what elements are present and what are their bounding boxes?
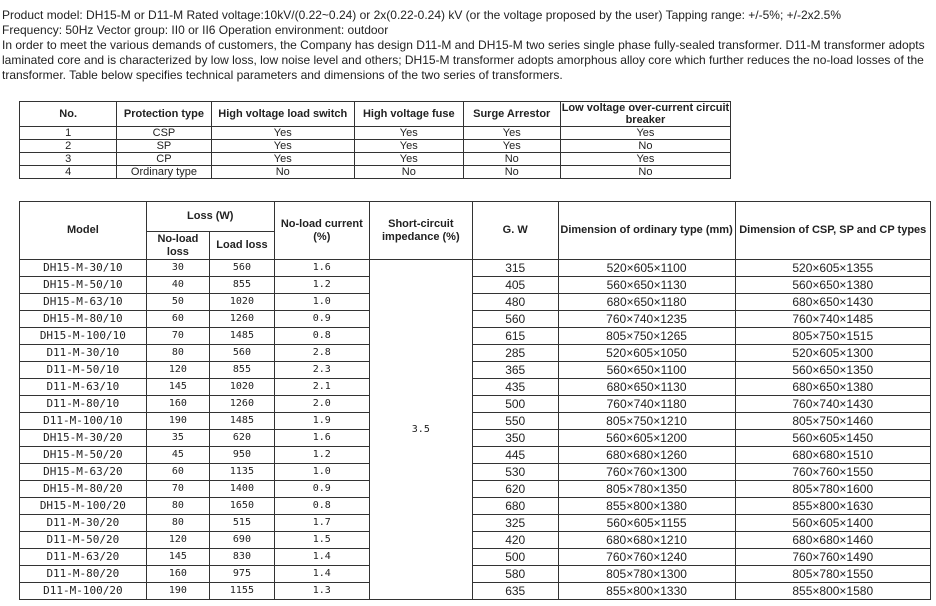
spec-cell-ll: 855 <box>210 362 275 379</box>
spec-cell-nl: 145 <box>146 379 209 396</box>
header-no: No. <box>20 102 117 127</box>
spec-row <box>20 430 931 447</box>
header-model: Model <box>20 202 147 260</box>
spec-row <box>20 345 931 362</box>
spec-row <box>20 532 931 549</box>
header-loss: Loss (W) <box>146 202 274 232</box>
protection-cell-type: SP <box>117 140 211 153</box>
spec-cell-dim2: 520×605×1300 <box>735 345 930 362</box>
protection-header-row <box>20 102 731 127</box>
spec-cell-dim2: 855×800×1630 <box>735 498 930 515</box>
spec-cell-nl: 70 <box>146 481 209 498</box>
spec-row <box>20 549 931 566</box>
spec-cell-dim: 520×605×1100 <box>558 260 735 277</box>
spec-row <box>20 294 931 311</box>
protection-cell-breaker: No <box>560 140 730 153</box>
spec-cell-dim2: 760×740×1485 <box>735 311 930 328</box>
spec-cell-cur: 1.5 <box>274 532 369 549</box>
spec-cell-ll: 1485 <box>210 413 275 430</box>
spec-cell-gw: 435 <box>472 379 558 396</box>
spec-cell-gw: 325 <box>472 515 558 532</box>
spec-cell-gw: 530 <box>472 464 558 481</box>
spec-cell-ll: 690 <box>210 532 275 549</box>
spec-cell-cur: 1.2 <box>274 447 369 464</box>
spec-cell-dim2: 560×650×1350 <box>735 362 930 379</box>
spec-cell-cur: 1.0 <box>274 464 369 481</box>
spec-cell-gw: 620 <box>472 481 558 498</box>
protection-cell-breaker: Yes <box>560 127 730 140</box>
protection-cell-fuse: Yes <box>354 140 463 153</box>
spec-cell-gw: 420 <box>472 532 558 549</box>
protection-cell-arrestor: No <box>463 166 560 179</box>
spec-cell-dim2: 760×760×1550 <box>735 464 930 481</box>
spec-cell-dim: 560×605×1200 <box>558 430 735 447</box>
spec-cell-dim: 760×760×1300 <box>558 464 735 481</box>
spec-cell-nl: 60 <box>146 311 209 328</box>
spec-cell-dim: 560×605×1155 <box>558 515 735 532</box>
protection-cell-arrestor: Yes <box>463 140 560 153</box>
spec-cell-ll: 1020 <box>210 294 275 311</box>
intro-text <box>2 8 932 83</box>
header-noload-loss: No-load loss <box>146 232 209 260</box>
spec-cell-model: D11-M-80/10 <box>20 396 147 413</box>
spec-row <box>20 311 931 328</box>
protection-cell-arrestor: No <box>463 153 560 166</box>
spec-cell-ll: 1485 <box>210 328 275 345</box>
spec-cell-ll: 1020 <box>210 379 275 396</box>
spec-line-2: Frequency: 50Hz Vector group: II0 or II6 Operation environment: outdoor <box>2 23 389 37</box>
spec-cell-nl: 30 <box>146 260 209 277</box>
spec-cell-ll: 830 <box>210 549 275 566</box>
spec-row <box>20 464 931 481</box>
spec-cell-dim2: 760×760×1490 <box>735 549 930 566</box>
spec-cell-ll: 515 <box>210 515 275 532</box>
spec-cell-nl: 145 <box>146 549 209 566</box>
spec-row <box>20 396 931 413</box>
header-load-loss: Load loss <box>210 232 275 260</box>
protection-cell-no: 3 <box>20 153 117 166</box>
protection-cell-type: Ordinary type <box>117 166 211 179</box>
spec-row <box>20 583 931 600</box>
spec-cell-dim: 805×750×1210 <box>558 413 735 430</box>
header-impedance: Short-circuit impedance (%) <box>369 202 472 260</box>
protection-cell-type: CP <box>117 153 211 166</box>
spec-cell-gw: 350 <box>472 430 558 447</box>
spec-cell-model: DH15-M-30/10 <box>20 260 147 277</box>
spec-cell-model: D11-M-100/20 <box>20 583 147 600</box>
spec-row <box>20 498 931 515</box>
spec-cell-dim2: 680×650×1380 <box>735 379 930 396</box>
spec-cell-dim: 855×800×1380 <box>558 498 735 515</box>
spec-cell-cur: 0.8 <box>274 328 369 345</box>
spec-cell-gw: 560 <box>472 311 558 328</box>
spec-cell-dim: 680×680×1210 <box>558 532 735 549</box>
spec-cell-model: D11-M-50/10 <box>20 362 147 379</box>
protection-cell-switch: Yes <box>211 153 354 166</box>
protection-type-table <box>19 101 731 179</box>
spec-cell-dim: 680×650×1180 <box>558 294 735 311</box>
protection-cell-switch: No <box>211 166 354 179</box>
spec-cell-model: DH15-M-80/10 <box>20 311 147 328</box>
spec-row <box>20 362 931 379</box>
spec-cell-ll: 1155 <box>210 583 275 600</box>
spec-cell-dim: 680×680×1260 <box>558 447 735 464</box>
spec-cell-cur: 2.3 <box>274 362 369 379</box>
spec-cell-model: D11-M-63/20 <box>20 549 147 566</box>
spec-cell-nl: 80 <box>146 345 209 362</box>
spec-cell-nl: 40 <box>146 277 209 294</box>
spec-cell-model: D11-M-80/20 <box>20 566 147 583</box>
spec-cell-ll: 560 <box>210 260 275 277</box>
spec-cell-dim: 805×780×1300 <box>558 566 735 583</box>
spec-row <box>20 277 931 294</box>
spec-cell-cur: 1.3 <box>274 583 369 600</box>
spec-cell-dim2: 805×750×1460 <box>735 413 930 430</box>
spec-cell-gw: 285 <box>472 345 558 362</box>
spec-cell-gw: 580 <box>472 566 558 583</box>
transformer-spec-table <box>19 201 931 600</box>
spec-cell-nl: 50 <box>146 294 209 311</box>
protection-cell-type: CSP <box>117 127 211 140</box>
spec-cell-gw: 315 <box>472 260 558 277</box>
spec-cell-dim2: 805×750×1515 <box>735 328 930 345</box>
spec-cell-cur: 0.9 <box>274 311 369 328</box>
spec-cell-dim2: 760×740×1430 <box>735 396 930 413</box>
spec-cell-gw: 635 <box>472 583 558 600</box>
protection-cell-breaker: No <box>560 166 730 179</box>
protection-cell-no: 2 <box>20 140 117 153</box>
header-surge-arrestor: Surge Arrestor <box>463 102 560 127</box>
protection-cell-breaker: Yes <box>560 153 730 166</box>
protection-row <box>20 127 731 140</box>
spec-cell-model: D11-M-30/10 <box>20 345 147 362</box>
spec-cell-cur: 0.8 <box>274 498 369 515</box>
intro-paragraph: In order to meet the various demands of customers, the Company has design D11-M and DH15-M two series single phase fully-sealed transformer. D11-M transformer adopts laminated core and is characterized by low loss, low noise level and others; DH15-M transformer adopts amorphous alloy core which further reduces the no-load losses of the transformer. Table below specifies technical parameters and dimensions of the two series of transformers. <box>2 38 925 82</box>
spec-cell-dim: 520×605×1050 <box>558 345 735 362</box>
spec-cell-model: DH15-M-63/20 <box>20 464 147 481</box>
spec-cell-nl: 120 <box>146 532 209 549</box>
spec-cell-gw: 405 <box>472 277 558 294</box>
spec-cell-model: DH15-M-50/20 <box>20 447 147 464</box>
spec-cell-ll: 950 <box>210 447 275 464</box>
spec-cell-ll: 1650 <box>210 498 275 515</box>
spec-cell-cur: 1.4 <box>274 549 369 566</box>
spec-cell-nl: 190 <box>146 583 209 600</box>
spec-cell-nl: 120 <box>146 362 209 379</box>
spec-cell-ll: 1400 <box>210 481 275 498</box>
header-noload-current: No-load current (%) <box>274 202 369 260</box>
spec-cell-cur: 1.9 <box>274 413 369 430</box>
spec-cell-nl: 80 <box>146 515 209 532</box>
spec-cell-cur: 1.0 <box>274 294 369 311</box>
spec-cell-dim2: 560×650×1380 <box>735 277 930 294</box>
spec-cell-model: DH15-M-63/10 <box>20 294 147 311</box>
protection-cell-arrestor: Yes <box>463 127 560 140</box>
spec-cell-dim: 560×650×1130 <box>558 277 735 294</box>
header-protection-type: Protection type <box>117 102 211 127</box>
spec-cell-ll: 1135 <box>210 464 275 481</box>
spec-row <box>20 379 931 396</box>
spec-cell-dim2: 560×605×1400 <box>735 515 930 532</box>
spec-row <box>20 515 931 532</box>
spec-cell-gw: 480 <box>472 294 558 311</box>
spec-cell-dim: 805×780×1350 <box>558 481 735 498</box>
protection-row <box>20 140 731 153</box>
protection-row <box>20 153 731 166</box>
spec-cell-model: D11-M-63/10 <box>20 379 147 396</box>
spec-cell-gw: 500 <box>472 396 558 413</box>
spec-cell-gw: 500 <box>472 549 558 566</box>
spec-cell-model: DH15-M-80/20 <box>20 481 147 498</box>
header-dim-csp: Dimension of CSP, SP and CP types <box>735 202 930 260</box>
spec-row <box>20 413 931 430</box>
spec-cell-nl: 160 <box>146 396 209 413</box>
header-gw: G. W <box>472 202 558 260</box>
spec-cell-nl: 80 <box>146 498 209 515</box>
spec-cell-nl: 60 <box>146 464 209 481</box>
spec-cell-dim: 855×800×1330 <box>558 583 735 600</box>
spec-cell-nl: 45 <box>146 447 209 464</box>
spec-cell-cur: 2.1 <box>274 379 369 396</box>
spec-cell-cur: 1.6 <box>274 430 369 447</box>
spec-cell-gw: 550 <box>472 413 558 430</box>
header-lv-breaker: Low voltage over-current circuit breaker <box>561 102 730 126</box>
spec-row <box>20 447 931 464</box>
spec-cell-ll: 620 <box>210 430 275 447</box>
spec-cell-gw: 615 <box>472 328 558 345</box>
spec-cell-dim2: 680×680×1510 <box>735 447 930 464</box>
spec-cell-dim: 805×750×1265 <box>558 328 735 345</box>
spec-cell-ll: 1260 <box>210 396 275 413</box>
spec-cell-nl: 35 <box>146 430 209 447</box>
spec-cell-cur: 1.4 <box>274 566 369 583</box>
header-dim-ordinary: Dimension of ordinary type (mm) <box>558 202 735 260</box>
spec-cell-dim: 760×740×1235 <box>558 311 735 328</box>
spec-cell-ll: 855 <box>210 277 275 294</box>
spec-cell-dim2: 520×605×1355 <box>735 260 930 277</box>
protection-cell-switch: Yes <box>211 127 354 140</box>
spec-cell-dim: 760×760×1240 <box>558 549 735 566</box>
spec-cell-cur: 1.2 <box>274 277 369 294</box>
spec-cell-model: DH15-M-50/10 <box>20 277 147 294</box>
spec-row <box>20 260 931 277</box>
spec-cell-cur: 1.7 <box>274 515 369 532</box>
spec-cell-nl: 190 <box>146 413 209 430</box>
protection-cell-fuse: Yes <box>354 153 463 166</box>
spec-row <box>20 566 931 583</box>
protection-cell-switch: Yes <box>211 140 354 153</box>
spec-cell-cur: 2.0 <box>274 396 369 413</box>
spec-cell-cur: 1.6 <box>274 260 369 277</box>
spec-cell-dim2: 680×650×1430 <box>735 294 930 311</box>
spec-cell-model: DH15-M-100/10 <box>20 328 147 345</box>
protection-row <box>20 166 731 179</box>
protection-cell-fuse: No <box>354 166 463 179</box>
spec-row <box>20 481 931 498</box>
protection-cell-fuse: Yes <box>354 127 463 140</box>
spec-cell-model: D11-M-100/10 <box>20 413 147 430</box>
spec-cell-gw: 680 <box>472 498 558 515</box>
spec-cell-dim: 560×650×1100 <box>558 362 735 379</box>
header-hv-fuse: High voltage fuse <box>354 102 463 127</box>
spec-cell-ll: 560 <box>210 345 275 362</box>
protection-cell-no: 1 <box>20 127 117 140</box>
spec-cell-nl: 70 <box>146 328 209 345</box>
spec-cell-dim2: 560×605×1450 <box>735 430 930 447</box>
spec-cell-ll: 1260 <box>210 311 275 328</box>
spec-cell-gw: 445 <box>472 447 558 464</box>
spec-cell-dim2: 855×800×1580 <box>735 583 930 600</box>
spec-cell-impedance: 3.5 <box>369 260 472 600</box>
spec-row <box>20 328 931 345</box>
spec-cell-dim: 680×650×1130 <box>558 379 735 396</box>
spec-cell-cur: 2.8 <box>274 345 369 362</box>
spec-cell-nl: 160 <box>146 566 209 583</box>
header-hv-load-switch: High voltage load switch <box>211 102 354 127</box>
spec-cell-ll: 975 <box>210 566 275 583</box>
spec-cell-gw: 365 <box>472 362 558 379</box>
protection-cell-no: 4 <box>20 166 117 179</box>
spec-line-1: Product model: DH15-M or D11-M Rated voltage:10kV/(0.22~0.24) or 2x(0.22-0.24) kV (or the voltage proposed by the user) Tapping range: +/-5%; +/-2x2.5% <box>2 8 842 22</box>
spec-cell-dim2: 805×780×1600 <box>735 481 930 498</box>
spec-cell-model: D11-M-50/20 <box>20 532 147 549</box>
spec-header-row <box>20 202 931 232</box>
spec-cell-model: DH15-M-100/20 <box>20 498 147 515</box>
spec-cell-dim2: 805×780×1550 <box>735 566 930 583</box>
spec-cell-model: D11-M-30/20 <box>20 515 147 532</box>
spec-cell-cur: 0.9 <box>274 481 369 498</box>
spec-cell-model: DH15-M-30/20 <box>20 430 147 447</box>
spec-cell-dim: 760×740×1180 <box>558 396 735 413</box>
spec-cell-dim2: 680×680×1460 <box>735 532 930 549</box>
